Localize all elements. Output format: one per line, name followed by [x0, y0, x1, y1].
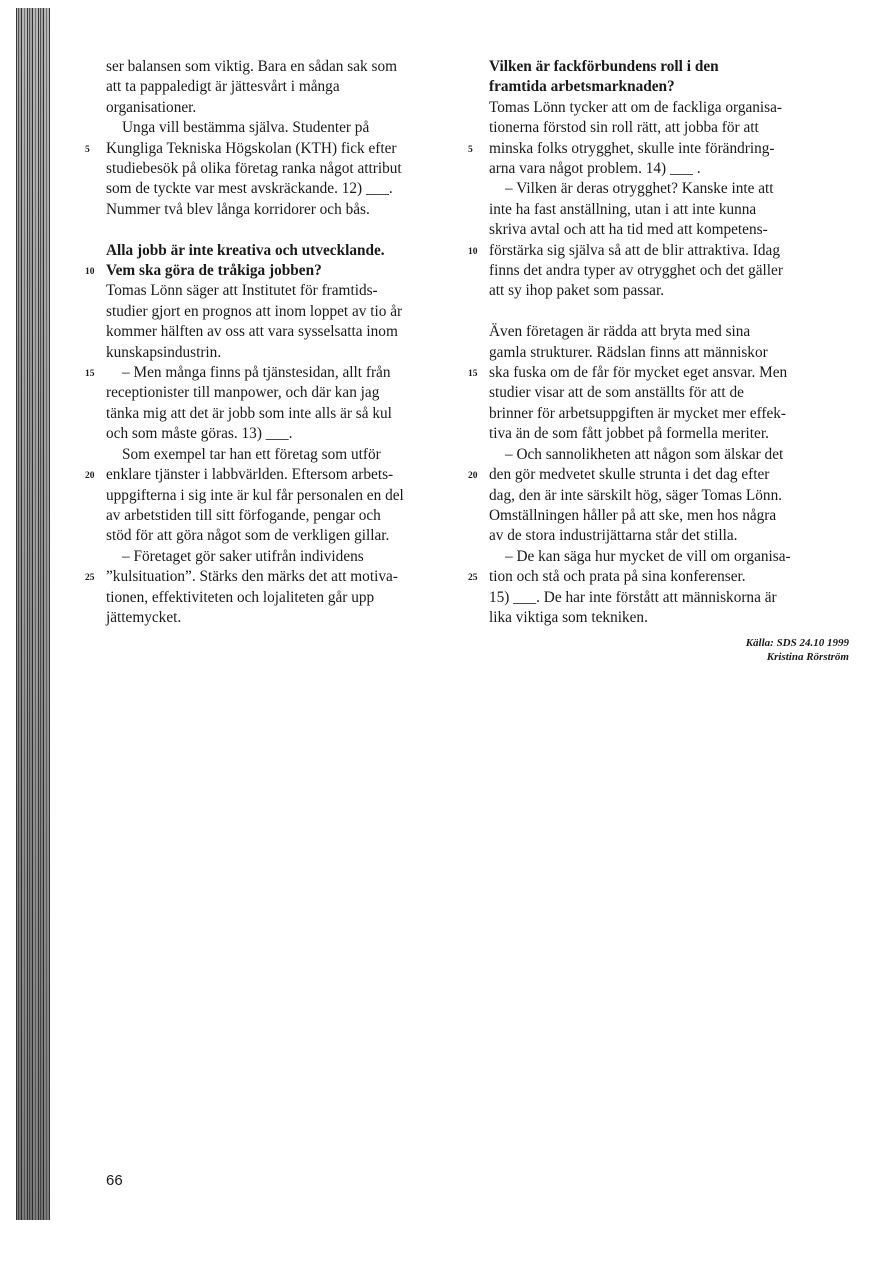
- right-column-lines: [468, 57, 849, 628]
- line-text: studiebesök på olika företag ranka något attribut: [106, 160, 402, 178]
- line-number: 5: [468, 144, 473, 155]
- line-number: 25: [468, 573, 478, 584]
- line-text: Alla jobb är inte kreativa och utvecklande.: [106, 241, 385, 259]
- text-line: [106, 424, 458, 444]
- line-text: Kungliga Tekniska Högskolan (KTH) fick efter: [106, 139, 397, 157]
- text-line: [489, 424, 849, 444]
- text-line: [106, 179, 458, 199]
- text-line: [489, 383, 849, 403]
- line-text: att sy ihop paket som passar.: [489, 282, 665, 300]
- heading-line: [489, 57, 849, 77]
- text-line: [489, 588, 849, 608]
- line-text: tion och stå och prata på sina konferenser.: [489, 568, 746, 586]
- line-number: 25: [85, 573, 95, 584]
- scan-edge-shadow: [16, 8, 50, 1220]
- text-line: [106, 302, 458, 322]
- line-text: förstärka sig själva så att de blir attraktiva. Idag: [489, 241, 780, 259]
- line-text: gamla strukturer. Rädslan finns att människor: [489, 343, 768, 361]
- source-credit: [489, 636, 849, 664]
- line-text: uppgifterna i sig inte är kul får personalen en del: [106, 486, 404, 504]
- text-line: [85, 363, 458, 383]
- text-line: [468, 241, 849, 261]
- text-line: [106, 526, 458, 546]
- line-number: 15: [468, 369, 478, 380]
- text-line: [468, 465, 849, 485]
- line-text: studier visar att de som anställts för att de: [489, 384, 744, 402]
- text-line: [489, 281, 849, 301]
- line-text: Som exempel tar han ett företag som utför: [122, 445, 381, 463]
- line-text: Även företagen är rädda att bryta med sina: [489, 323, 751, 341]
- text-line: [106, 322, 458, 342]
- text-line: [489, 526, 849, 546]
- line-text: studier gjort en prognos att inom loppet av tio år: [106, 302, 403, 320]
- line-text: skriva avtal och att ha tid med att kompetens-: [489, 221, 768, 239]
- paragraph-gap: [106, 220, 458, 240]
- text-line: [85, 139, 458, 159]
- text-line: [468, 567, 849, 587]
- right-column: [468, 57, 849, 664]
- line-text: tiva än de som fått jobbet på formella meriter.: [489, 425, 769, 443]
- line-text: kunskapsindustrin.: [106, 343, 222, 361]
- line-text: Omställningen håller på att ske, men hos några: [489, 506, 777, 524]
- text-line: [489, 322, 849, 342]
- line-text: ska fuska om de får för mycket eget ansvar. Men: [489, 364, 788, 382]
- text-line: [106, 118, 458, 138]
- line-text: ser balansen som viktig. Bara en sådan sak som: [106, 58, 397, 75]
- text-line: [489, 220, 849, 240]
- line-text: minska folks otrygghet, skulle inte förändring-: [489, 139, 775, 157]
- line-text: framtida arbetsmarknaden?: [489, 78, 675, 96]
- line-text: och som måste göras. 13) ___.: [106, 425, 293, 443]
- line-text: att ta pappaledigt är jättesvårt i många: [106, 78, 340, 96]
- line-text: ”kulsituation”. Stärks den märks det att motiva-: [106, 568, 398, 586]
- line-text: Tomas Lönn säger att Institutet för framtids-: [106, 282, 378, 300]
- line-text: Unga vill bestämma själva. Studenter på: [122, 119, 370, 137]
- line-number: 20: [468, 471, 478, 482]
- text-line: [106, 486, 458, 506]
- line-number: 10: [85, 267, 95, 278]
- line-text: – Företaget gör saker utifrån individens: [122, 547, 364, 565]
- text-line: [106, 343, 458, 363]
- text-line: [85, 567, 458, 587]
- text-line: [106, 445, 458, 465]
- source-line: Källa: SDS 24.10 1999: [745, 637, 849, 650]
- line-text: – Och sannolikheten att någon som älskar det: [505, 445, 784, 463]
- text-line: [489, 179, 849, 199]
- line-text: som de tyckte var mest avskräckande. 12) ___.: [106, 180, 393, 198]
- line-text: den gör medvetet skulle strunta i det dag efter: [489, 466, 770, 484]
- left-column: [85, 57, 458, 628]
- line-text: – Vilken är deras otrygghet? Kanske inte att: [505, 180, 774, 198]
- paragraph-gap: [489, 302, 849, 322]
- line-text: Tomas Lönn tycker att om de fackliga organisa-: [489, 98, 783, 116]
- text-line: [489, 608, 849, 628]
- text-line: [106, 588, 458, 608]
- text-line: [106, 383, 458, 403]
- text-line: [106, 404, 458, 424]
- line-text: inte ha fast anställning, utan i att inte kunna: [489, 200, 757, 218]
- line-text: organisationer.: [106, 98, 197, 116]
- line-text: lika viktiga som tekniken.: [489, 608, 648, 626]
- text-line: [489, 159, 849, 179]
- text-line: [106, 547, 458, 567]
- text-line: [85, 465, 458, 485]
- heading-line: [85, 261, 458, 281]
- text-line: [489, 506, 849, 526]
- text-line: [106, 281, 458, 301]
- line-number: 5: [85, 144, 90, 155]
- line-text: av de stora industrijättarna står det stilla.: [489, 527, 738, 545]
- line-text: arna vara något problem. 14) ___ .: [489, 160, 701, 178]
- text-line: [106, 77, 458, 97]
- text-line: [489, 200, 849, 220]
- heading-line: [489, 77, 849, 97]
- text-line: [106, 608, 458, 628]
- line-text: kommer hälften av oss att vara sysselsatta inom: [106, 323, 398, 341]
- line-text: av arbetstiden till sitt förfogande, pengar och: [106, 506, 381, 524]
- text-line: [106, 57, 458, 77]
- line-text: – Men många finns på tjänstesidan, allt från: [122, 364, 391, 382]
- text-line: [489, 404, 849, 424]
- text-line: [106, 506, 458, 526]
- text-line: [106, 200, 458, 220]
- line-text: tionen, effektiviteten och lojaliteten går upp: [106, 588, 375, 606]
- text-line: [489, 445, 849, 465]
- text-line: [489, 118, 849, 138]
- text-line: [468, 363, 849, 383]
- page-number: 66: [106, 1172, 123, 1189]
- line-text: Vilken är fackförbundens roll i den: [489, 58, 719, 75]
- line-text: Nummer två blev långa korridorer och bås.: [106, 200, 370, 218]
- line-number: 10: [468, 246, 478, 257]
- line-text: stöd för att göra något som de verkligen gillar.: [106, 527, 390, 545]
- author-line: Kristina Rörström: [766, 651, 849, 664]
- line-text: jättemycket.: [106, 608, 182, 626]
- line-text: brinner för arbetsuppgiften är mycket mer effek-: [489, 404, 787, 422]
- text-line: [468, 139, 849, 159]
- line-text: – De kan säga hur mycket de vill om organisa-: [505, 547, 791, 565]
- line-text: dag, den är inte särskilt hög, säger Tomas Lönn.: [489, 486, 783, 504]
- text-line: [489, 547, 849, 567]
- text-line: [489, 486, 849, 506]
- line-text: tionerna förstod sin roll rätt, att jobba för att: [489, 119, 759, 137]
- line-text: finns det andra typer av otrygghet och det gäller: [489, 262, 783, 280]
- line-text: tänka mig att det är jobb som inte alls är så kul: [106, 404, 392, 422]
- line-text: Vem ska göra de tråkiga jobben?: [106, 262, 322, 280]
- text-line: [106, 98, 458, 118]
- line-text: receptionister till manpower, och där kan jag: [106, 384, 380, 402]
- heading-line: [106, 241, 458, 261]
- text-line: [106, 159, 458, 179]
- line-number: 20: [85, 471, 95, 482]
- line-number: 15: [85, 369, 95, 380]
- line-text: 15) ___. De har inte förstått att människorna är: [489, 588, 777, 606]
- text-line: [489, 98, 849, 118]
- text-line: [489, 261, 849, 281]
- line-text: enklare tjänster i labbvärlden. Eftersom arbets-: [106, 466, 394, 484]
- text-line: [489, 343, 849, 363]
